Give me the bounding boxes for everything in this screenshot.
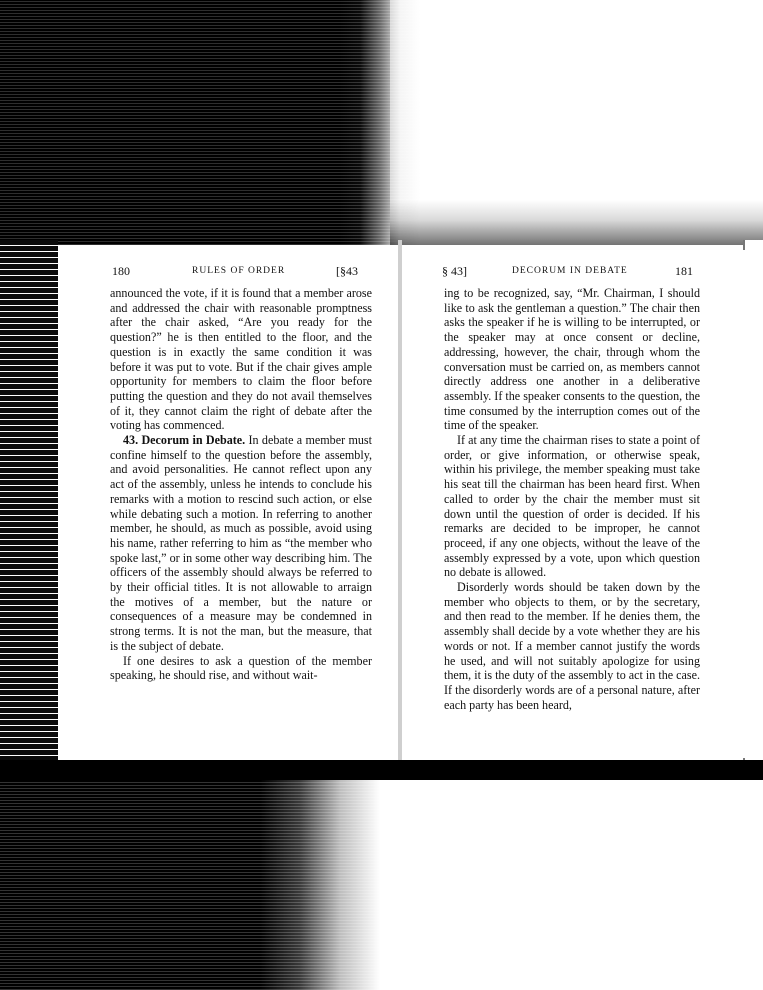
- paragraph: Disorderly words should be taken down by the member who objects to them, or by the secretary, and then read to the member. If he denies them, the assembly shall decide by a vote whether they are his words or not. If a member cannot justify the words he used, and will not suitably apologize for using them, it is the duty of the assembly to act in the case. If the disorderly words are of a personal nature, after each party has been heard,: [444, 580, 700, 712]
- scan-artifact-left: [0, 240, 58, 780]
- left-page: [58, 250, 398, 758]
- left-running-title: RULES OF ORDER: [192, 266, 286, 276]
- right-running-title: DECORUM IN DEBATE: [512, 266, 628, 276]
- right-section-mark: § 43]: [442, 264, 467, 278]
- left-section-mark: [§43: [336, 264, 358, 278]
- left-running-head: [58, 264, 398, 282]
- right-page-body: [444, 286, 700, 712]
- paragraph: [110, 433, 372, 654]
- scan-artifact-right: [743, 240, 763, 760]
- paragraph: If one desires to ask a question of the member speaking, he should rise, and without wait-: [110, 653, 372, 683]
- right-running-head: [402, 264, 745, 282]
- scan-artifact-bottom-band: [0, 760, 763, 780]
- paragraph: ing to be recognized, say, “Mr. Chairman, I should like to ask the gentleman a question.” The chair then asks the speaker if he is willing to be interrupted, or the speaker may at once consent or decline, addressing, however, the chair, through whom the conversation must be carried on, as members cannot directly address one another in a deliberative assembly. If the speaker consents to the question, the time consumed by the interruption comes out of the time of the speaker.: [444, 286, 700, 433]
- left-page-body: [110, 286, 372, 683]
- right-page-number: 181: [675, 264, 693, 278]
- left-page-number: 180: [112, 264, 130, 278]
- paragraph: announced the vote, if it is found that a member arose and addressed the chair with reasonable promptness after the chair asked, “Are you ready for the question?” he is then entitled to the floor, and the question is in exactly the same condition it was before it was put to vote. But if the chair gives ample opportunity for members to claim the floor before putting the question and they do not avail themselves of it, they cannot claim the right of debate after the voting has commenced.: [110, 286, 372, 433]
- section-heading: 43. Decorum in Debate.: [123, 433, 246, 448]
- paragraph-text: In debate a member must confine himself to the question before the assembly, and avoid personalities. He cannot reflect upon any act of the assembly, unless he intends to conclude his remarks with a motion to rescind such action, or else while debating such a motion. In referring to another member, he should, as much as possible, avoid using his name, rather referring to him as “the member who spoke last,” or in some other way describing him. The officers of the assembly should always be referred to by their official titles. It is not allowable to arraign the motives of a member, but the nature or consequences of a measure may be condemned in strong terms. It is not the man, but the measure, that is the subject of debate.: [110, 433, 372, 653]
- scan-artifact-bottom: [0, 760, 763, 990]
- scan-artifact-top-right: [390, 0, 763, 245]
- paragraph: If at any time the chairman rises to state a point of order, or give information, or otherwise speak, within his privilege, the member speaking must take his seat till the chairman has been heard first. When called to order by the chair the member must sit down until the question of order is decided. If his remarks are decided to be improper, he cannot proceed, if any one objects, without the leave of the assembly expressed by a vote, upon which question no debate is allowed.: [444, 433, 700, 580]
- right-page: [402, 250, 745, 758]
